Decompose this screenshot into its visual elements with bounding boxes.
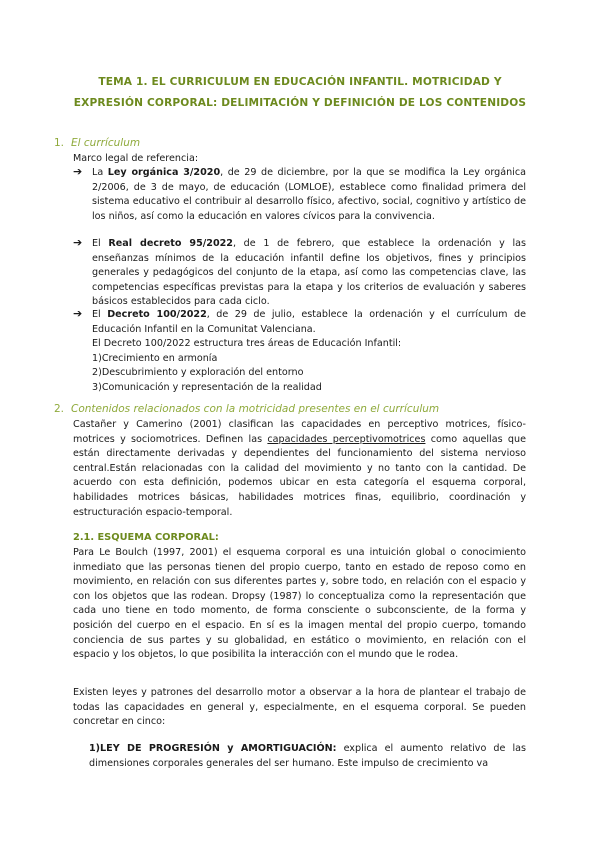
section-2-number: 2. (54, 403, 65, 415)
legal-item-lomloe: La Ley orgánica 3/2020, de 29 de diciembre, por la que se modifica la Ley orgánica 2/2006, de 3 de mayo, de educación (LOMLOE), establece como finalidad primera del sistema educativo el contribuir al desarrollo físico, afectivo, social, cognitivo y artístico de los niños, así como la educación en valores cívicos para la convivencia. (92, 167, 526, 222)
arrow-bullet-icon: ➔ (73, 236, 83, 249)
section-2-heading (54, 403, 439, 415)
title-line-2: EXPRESIÓN CORPORAL: DELIMITACIÓN Y DEFINICIÓN DE LOS CONTENIDOS (73, 97, 527, 109)
area-item: 3)Comunicación y representación de la realidad (92, 381, 322, 393)
section-1-title: El currículum (71, 137, 141, 149)
arrow-bullet-icon: ➔ (73, 165, 83, 178)
law-progression-item: 1)LEY DE PROGRESIÓN y AMORTIGUACIÓN: explica el aumento relativo de las dimensiones corporales generales del ser humano. Este impulso de crecimiento va (89, 743, 527, 769)
legal-item-decreto-100: El Decreto 100/2022, de 29 de julio, establece la ordenación y el currículum de Educación Infantil en la Comunitat Valenciana. (92, 309, 526, 335)
section-1-heading (54, 137, 140, 149)
section-2-title: Contenidos relacionados con la motricidad presentes en el currículum (71, 403, 440, 415)
decree-note: El Decreto 100/2022 estructura tres áreas de Educación Infantil: (92, 338, 402, 349)
section-2-paragraph: Castañer y Camerino (2001) clasifican las capacidades en perceptivo motrices, físico-motrices y sociomotrices. Definen las capacidades perceptivomotrices como aquellas que están directamente derivadas y dependientes del funcionamiento del sistema nervioso central.Están relacionadas con la calidad del movimiento y no tanto con la cantidad. De acuerdo con esta definición, podemos ubicar en esta categoría el esquema corporal, habilidades motrices básicas, habilidades motrices finas, equilibrio, coordinación y estructuración espacio-temporal. (73, 419, 526, 518)
body-schema-paragraph: Para Le Boulch (1997, 2001) el esquema corporal es una intuición global o conocimiento inmediato que las personas tienen del propio cuerpo, tanto en estado de reposo como en movimiento, en relación con sus diferentes partes y, sobre todo, en relación con el espacio y con los objetos que las rodean. Dropsy (1987) lo conceptualiza como la representación que cada uno tiene en todo momento, de forma consciente o subconsciente, de la forma y posición del cuerpo en el espacio. En sí es la imagen mental del propio cuerpo, tomando conciencia de sus partes y su globalidad, en estático o movimiento, en relación con el espacio y los objetos, lo que posibilita la interacción con el mundo que le rodea. (73, 547, 526, 661)
title-line-1: TEMA 1. EL CURRICULUM EN EDUCACIÓN INFANTIL. MOTRICIDAD Y (98, 76, 502, 88)
decree-areas (92, 337, 401, 395)
legal-framework-intro: Marco legal de referencia: (73, 153, 199, 164)
document-title (60, 72, 540, 114)
section-1-number: 1. (54, 137, 65, 149)
law-title: 1)LEY DE PROGRESIÓN y AMORTIGUACIÓN: (89, 743, 337, 754)
arrow-bullet-icon: ➔ (73, 307, 83, 320)
perceptivomotor-term: capacidades perceptivomotrices (267, 433, 426, 445)
area-item: 1)Crecimiento en armonía (92, 352, 218, 364)
motor-laws-paragraph: Existen leyes y patrones del desarrollo motor a observar a la hora de plantear el trabajo de todas las capacidades en general y, especialmente, en el esquema corporal. Se pueden concretar en cinco: (73, 687, 526, 728)
subsection-heading: 2.1. ESQUEMA CORPORAL: (73, 532, 219, 543)
legal-item-real-decreto: El Real decreto 95/2022, de 1 de febrero, que establece la ordenación y las enseñanzas mínimos de la educación infantil define los objetivos, fines y principios generales y pedagógicos del conjunto de la etapa, así como las competencias clave, las competencias específicas previstas para la etapa y los criterios de evaluación y saberes básicos establecidos para cada ciclo. (92, 238, 526, 308)
area-item: 2)Descubrimiento y exploración del entorno (92, 367, 304, 379)
